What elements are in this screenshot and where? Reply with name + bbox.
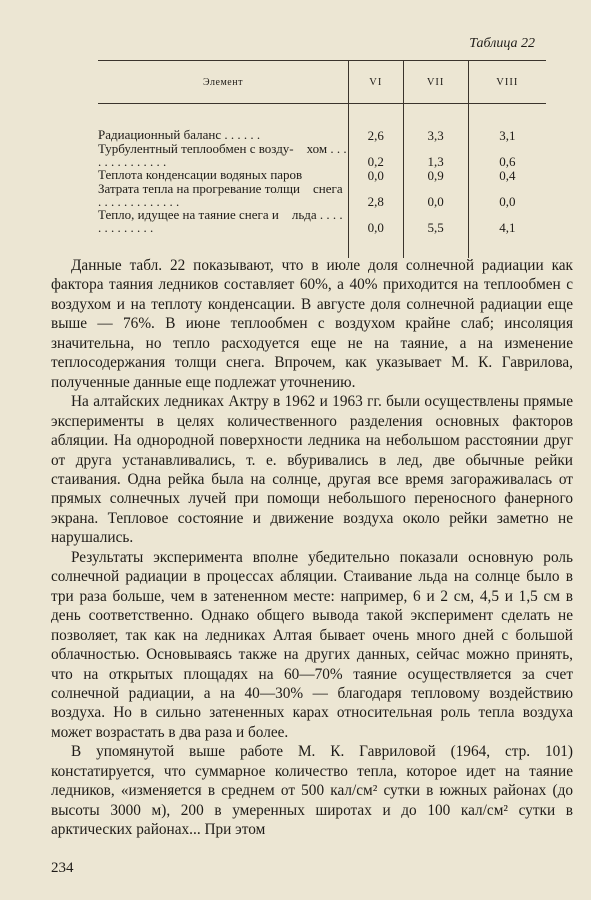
paragraph: Результаты эксперимента вполне убедительно показали основную роль солнечной радиации в процессах абляции. Стаивание льда на солнце было в три раза больше, чем в затененном месте: например, 6 и 2 см, 4,5 и 1,5 см в день соответственно. Однако общего вывода такой эксперимент сделать не позволяет, так как на ледниках Алтая бывает очень много дней с большой облачностью. Основываясь также на других данных, сейчас можно принять, что на открытых площадях на 60—70% таяние осуществляется за счет солнечной радиации, а на 40—30% — благодаря тепловому воздействию воздуха. Но в сильно затененных карах относительная роль тепла воздуха может возрастать в два раза и более. — [51, 548, 573, 741]
cell-value: 0,6 — [468, 142, 546, 168]
row-label: Теплота конденсации водяных паров — [98, 167, 303, 182]
table-header-row — [98, 61, 546, 104]
row-label: Радиационный баланс . . . . . . — [98, 127, 261, 142]
row-label: Турбулентный теплообмен с возду- хом . . . . . . . . . . . . . . — [98, 141, 347, 169]
table-row — [98, 142, 546, 168]
cell-value: 5,5 — [403, 208, 468, 234]
header-element: Элемент — [98, 61, 349, 104]
header-month-viii: VIII — [468, 61, 546, 104]
cell-value: 0,0 — [349, 168, 404, 182]
page-number: 234 — [51, 860, 74, 876]
cell-value: 0,4 — [468, 168, 546, 182]
table-caption: Таблица 22 — [469, 36, 535, 51]
cell-value: 1,3 — [403, 142, 468, 168]
cell-value: 3,3 — [403, 128, 468, 142]
cell-value: 0,9 — [403, 168, 468, 182]
cell-value: 2,8 — [349, 182, 404, 208]
cell-value: 4,1 — [468, 208, 546, 234]
cell-value: 0,0 — [349, 208, 404, 234]
table-row — [98, 128, 546, 142]
table-spacer — [98, 234, 546, 258]
paragraph: Данные табл. 22 показывают, что в июле доля солнечной радиации как фактора таяния ледников составляет 60%, а 40% приходится на теплообмен с воздухом и на теплоту конденсации. В августе доля солнечной радиации еще выше — 76%. В июне теплообмен с воздухом крайне слаб; инсоляция значительна, но тепло расходуется еще не на таяние, а на изменение теплосодержания толщи снега. Впрочем, как указывает М. К. Гаврилова, полученные данные еще подлежат уточнению. — [51, 257, 573, 391]
data-table — [98, 60, 546, 258]
table-row — [98, 182, 546, 208]
cell-value: 0,0 — [468, 182, 546, 208]
table-row — [98, 208, 546, 234]
row-label: Затрата тепла на прогревание толщи снега . . . . . . . . . . . . . — [98, 181, 343, 209]
table-row — [98, 168, 546, 182]
cell-value: 3,1 — [468, 128, 546, 142]
body-text — [51, 256, 573, 840]
header-month-vii: VII — [403, 61, 468, 104]
cell-value: 0,0 — [403, 182, 468, 208]
cell-value: 2,6 — [349, 128, 404, 142]
table-spacer — [98, 104, 546, 129]
cell-value: 0,2 — [349, 142, 404, 168]
paragraph: На алтайских ледниках Актру в 1962 и 1963 гг. были осуществлены прямые эксперименты в целях количественного разделения основных факторов абляции. На однородной поверхности ледника на небольшом расстоянии друг от друга устанавливались, т. е. вбуривались в лед, две обычные рейки стаивания. Одна рейка была на солнце, другая все время загораживалась от прямых солнечных лучей при помощи небольшого переносного фанерного экрана. Тепловое состояние и движение воздуха около рейки заметно не нарушались. — [51, 393, 573, 547]
paragraph: В упомянутой выше работе М. К. Гавриловой (1964, стр. 101) констатируется, что суммарное количество тепла, которое идет на таяние ледников, «изменяется в среднем от 500 кал/см² сутки в южных районах (до высоты 3000 м), 200 в умеренных широтах и до 100 кал/см² сутки в арктических районах... При этом — [51, 743, 573, 839]
header-month-vi: VI — [349, 61, 404, 104]
row-label: Тепло, идущее на таяние снега и льда . . . . . . . . . . . . . — [98, 207, 343, 235]
